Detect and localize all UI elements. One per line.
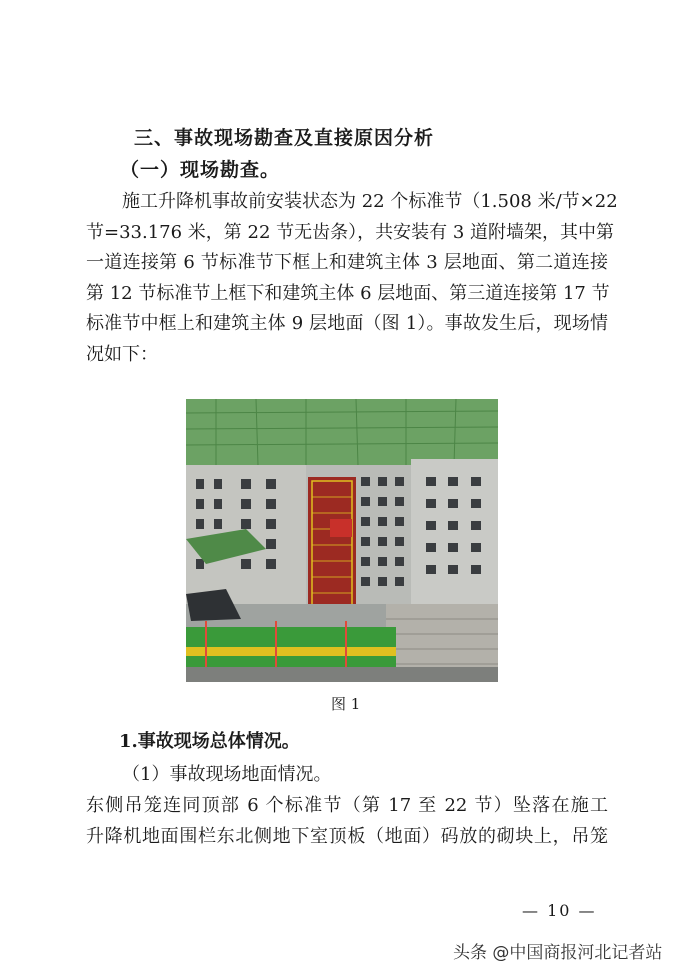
paragraph-line: 一道连接第 6 节标准节下框上和建筑主体 3 层地面、第二道连接 [86, 252, 608, 273]
section-heading: 三、事故现场勘查及直接原因分析 [134, 127, 435, 149]
paragraph-line: 节=33.176 米，第 22 节无齿条），共安装有 3 道附墙架，其中第 [86, 222, 615, 243]
subsection-heading: （一）现场勘查。 [120, 159, 281, 181]
accident-site-photo [186, 399, 498, 682]
page-number: — 10 — [522, 901, 597, 920]
sub-item-heading: （1）事故现场地面情况。 [122, 764, 332, 785]
paragraph-line: 施工升降机事故前安装状态为 22 个标准节（1.508 米/节×22 [122, 191, 618, 212]
paragraph-line: 第 12 节标准节上框下和建筑主体 6 层地面、第三道连接第 17 节 [86, 283, 610, 304]
watermark: 头条 @中国商报河北记者站 [453, 943, 663, 963]
paragraph-line: 标准节中框上和建筑主体 9 层地面（图 1）。事故发生后，现场情 [86, 313, 608, 334]
figure-caption: 图 1 [331, 695, 361, 713]
paragraph-line: 升降机地面围栏东北侧地下室顶板（地面）码放的砌块上，吊笼 [86, 826, 608, 847]
paragraph-line: 东侧吊笼连同顶部 6 个标准节（第 17 至 22 节）坠落在施工 [86, 795, 608, 816]
paragraph-line: 况如下： [86, 344, 158, 365]
item-heading: 1.事故现场总体情况。 [119, 731, 300, 752]
